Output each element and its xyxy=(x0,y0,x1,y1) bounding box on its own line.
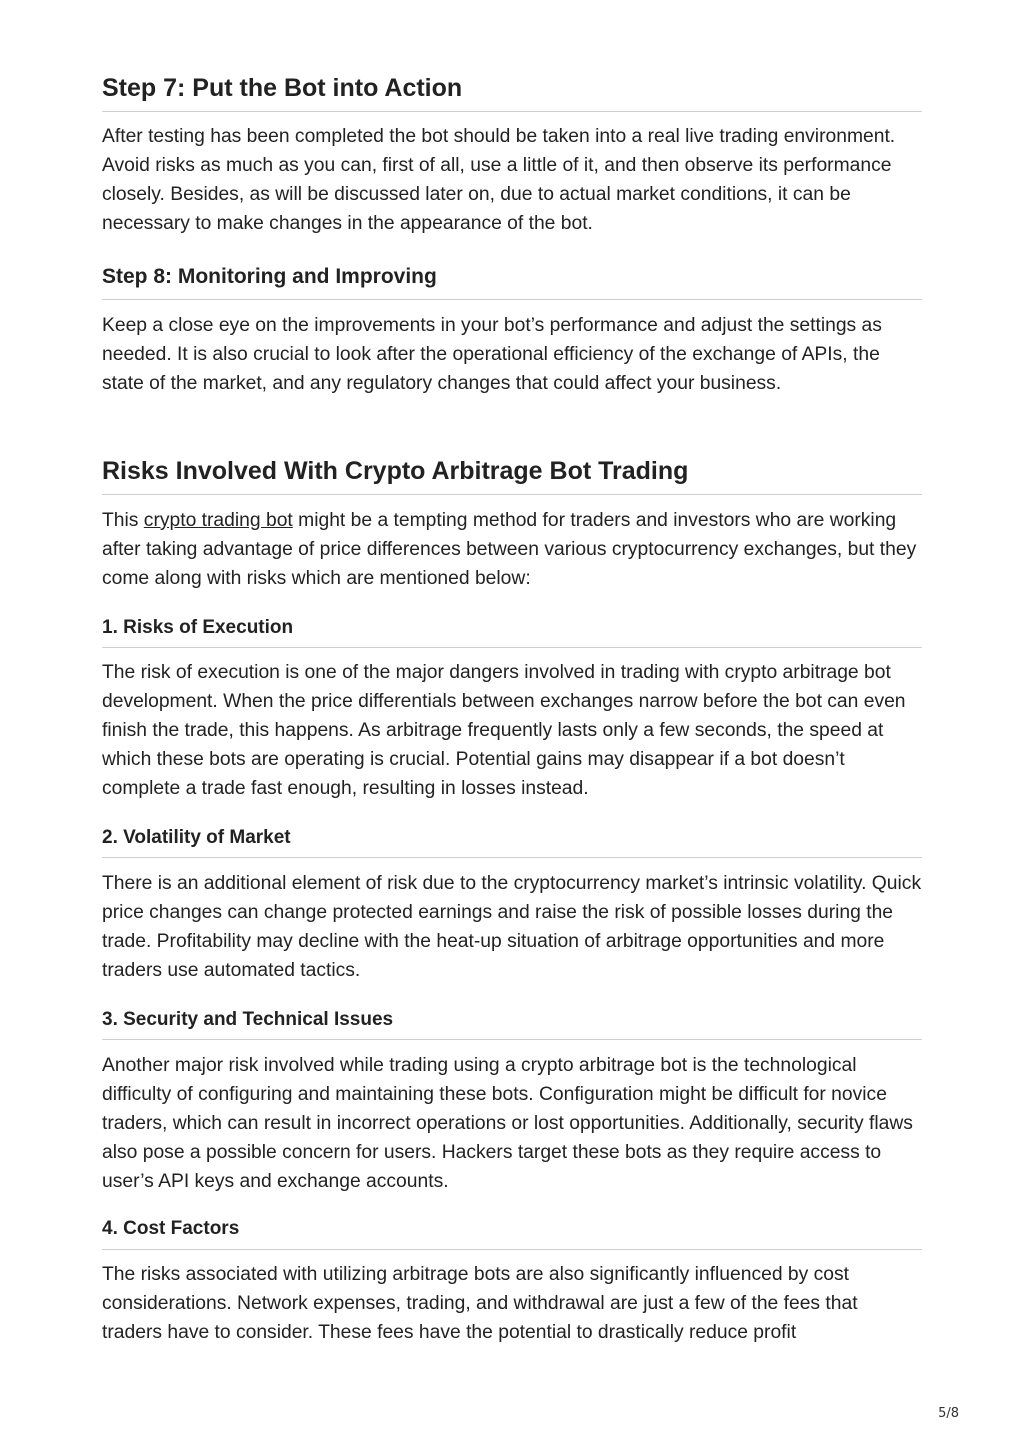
crypto-trading-bot-link[interactable]: crypto trading bot xyxy=(143,510,293,531)
divider xyxy=(102,494,922,495)
risk3-heading: 3. Security and Technical Issues xyxy=(102,1009,394,1030)
divider xyxy=(102,1249,922,1250)
step7-heading: Step 7: Put the Bot into Action xyxy=(102,74,463,102)
divider xyxy=(102,1039,922,1040)
risk1-body: The risk of execution is one of the major dangers involved in trading with crypto arbitrage bot development. When the price differentials between exchanges narrow before the bot can even finish the trade, this happens. As arbitrage frequently lasts only a few seconds, the speed at which these bots are operating is crucial. Potential gains may disappear if a bot doesn’t complete a trade fast enough, resulting in losses instead. xyxy=(102,662,906,799)
step8-heading: Step 8: Monitoring and Improving xyxy=(102,265,437,288)
risks-intro-text: This xyxy=(102,510,144,531)
risks-heading: Risks Involved With Crypto Arbitrage Bot Trading xyxy=(102,457,689,485)
risk4-body: The risks associated with utilizing arbitrage bots are also significantly influenced by cost considerations. Network expenses, trading, and withdrawal are just a few of the fees that traders have to consider. These fees have the potential to drastically reduce profit xyxy=(102,1264,858,1343)
step8-body: Keep a close eye on the improvements in your bot’s performance and adjust the settings as needed. It is also crucial to look after the operational efficiency of the exchange of APIs, the state of the market, and any regulatory changes that could affect your business. xyxy=(102,315,882,394)
divider xyxy=(102,299,922,300)
page-number: 5/8 xyxy=(938,1406,959,1421)
risk2-body: There is an additional element of risk due to the cryptocurrency market’s intrinsic volatility. Quick price changes can change protected earnings and raise the risk of possible losses during the trade. Profitability may decline with the heat-up situation of arbitrage opportunities and more traders use automated tactics. xyxy=(102,873,922,981)
risks-intro xyxy=(102,506,922,593)
risk3-body: Another major risk involved while trading using a crypto arbitrage bot is the technological difficulty of configuring and maintaining these bots. Configuration might be difficult for novice traders, which can result in incorrect operations or lost opportunities. Additionally, security flaws also pose a possible concern for users. Hackers target these bots as they require access to user’s API keys and exchange accounts. xyxy=(102,1055,913,1192)
risk4-heading: 4. Cost Factors xyxy=(102,1218,240,1239)
risk2-heading: 2. Volatility of Market xyxy=(102,827,291,848)
risk1-heading: 1. Risks of Execution xyxy=(102,617,294,638)
divider xyxy=(102,111,922,112)
divider xyxy=(102,647,922,648)
risks-intro-text: might be a tempting method for traders and investors who are working after taking advantage of price differences between various cryptocurrency exchanges, but they come along with risks which are mentioned below: xyxy=(102,510,917,589)
step7-body: After testing has been completed the bot should be taken into a real live trading environment. Avoid risks as much as you can, first of all, use a little of it, and then observe its performance closely. Besides, as will be discussed later on, due to actual market conditions, it can be necessary to make changes in the appearance of the bot. xyxy=(102,126,896,234)
divider xyxy=(102,857,922,858)
